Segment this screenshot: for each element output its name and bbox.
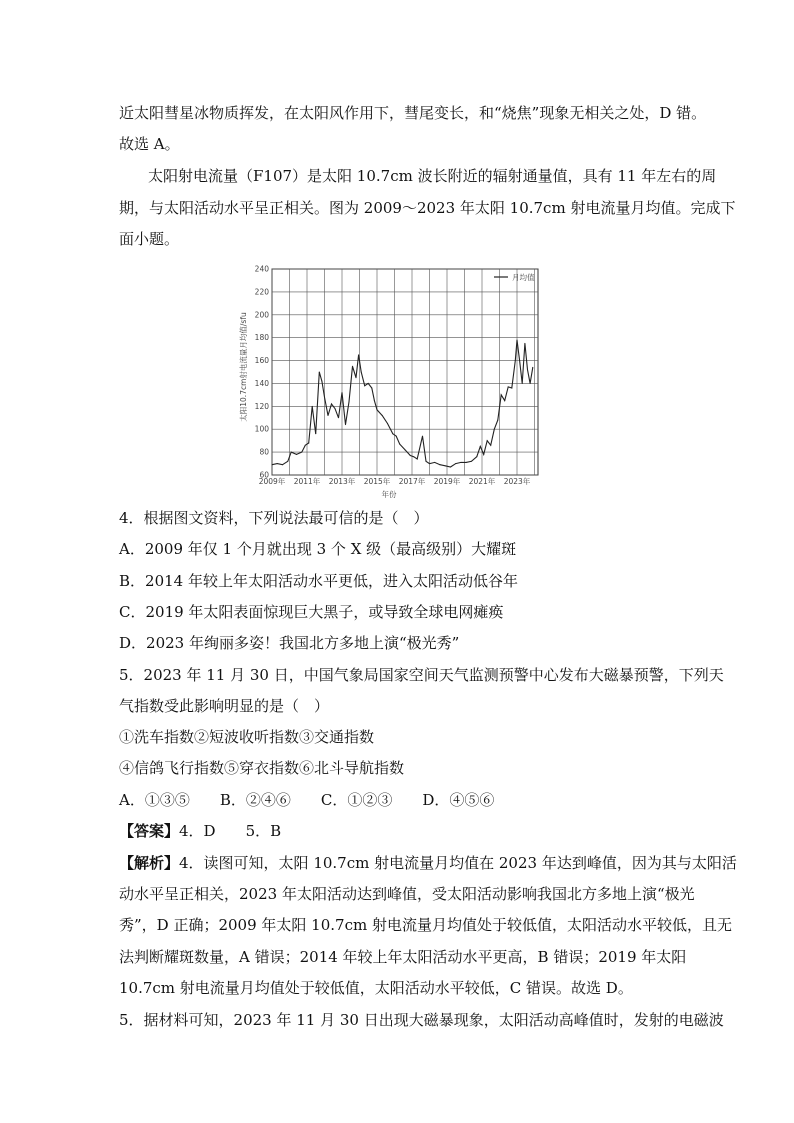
answer-label: 【答案】 xyxy=(119,822,180,840)
data-point xyxy=(508,386,509,387)
y-tick-label: 60 xyxy=(259,470,269,480)
data-point xyxy=(483,454,484,455)
y-tick-label: 140 xyxy=(254,378,269,388)
data-point xyxy=(461,462,462,463)
x-tick-label: 2017年 xyxy=(398,477,426,486)
f107-line-chart xyxy=(236,259,556,499)
x-tick-label: 2011年 xyxy=(293,477,321,486)
data-point xyxy=(392,433,393,434)
plot-frame xyxy=(272,269,538,475)
data-point xyxy=(291,452,292,453)
question-4-stem: 4．根据图文资料，下列说法最可信的是（ ） xyxy=(119,509,429,527)
data-point xyxy=(410,455,411,456)
data-point xyxy=(487,440,488,441)
data-point xyxy=(296,454,297,455)
y-axis-label: 太阳10.7cm射电流量月均值/sfu xyxy=(239,312,248,422)
question-5-options: A．①③⑤ B．②④⑥ C．①②③ D．④⑤⑥ xyxy=(119,791,495,809)
data-point xyxy=(358,354,359,355)
data-point xyxy=(476,456,477,457)
data-point xyxy=(494,429,495,430)
data-point xyxy=(287,461,288,462)
question-4-option-b: B．2014 年较上年太阳活动水平更低，进入太阳活动低谷年 xyxy=(119,572,518,590)
analysis-line-5: 10.7cm 射电流量月均值处于较低值，太阳活动水平较低，C 错误。故选 D。 xyxy=(119,979,633,997)
data-point xyxy=(371,388,372,389)
series-points xyxy=(272,339,534,467)
analysis-line-3: 秀”，D 正确；2009 年太阳 10.7cm 射电流量月均值处于较低值，太阳活动水平较低，且无 xyxy=(119,916,732,934)
y-tick-label: 160 xyxy=(254,356,269,366)
data-point xyxy=(352,366,353,367)
data-point xyxy=(335,408,336,409)
series-line-monthly-mean xyxy=(272,340,533,467)
paragraph-3: 太阳射电流量（F107）是太阳 10.7cm 波长附近的辐射通量值，具有 11 年左右的周 xyxy=(148,167,717,185)
data-point xyxy=(426,461,427,462)
data-point xyxy=(364,385,365,386)
data-point xyxy=(497,420,498,421)
paragraph-2: 故选 A。 xyxy=(119,135,180,153)
data-point xyxy=(440,464,441,465)
data-point xyxy=(324,397,325,398)
x-tick-labels xyxy=(259,476,531,486)
chart-grid xyxy=(272,269,538,475)
question-4-option-d: D．2023 年绚丽多姿！我国北方多地上演“极光秀” xyxy=(119,634,460,652)
answer-line xyxy=(119,821,281,841)
data-point xyxy=(315,433,316,434)
data-point xyxy=(519,360,520,361)
data-point xyxy=(450,466,451,467)
analysis-line-4: 法判断耀斑数量，A 错误；2014 年较上年太阳活动水平更高，B 错误；2019 年太阳 xyxy=(119,948,687,966)
x-tick-label: 2009年 xyxy=(258,477,286,486)
x-tick-label: 2023年 xyxy=(503,477,531,486)
data-point xyxy=(377,409,378,410)
data-point xyxy=(374,400,375,401)
data-point xyxy=(532,367,533,368)
y-tick-label: 80 xyxy=(259,447,269,457)
question-4-option-a: A．2009 年仅 1 个月就出现 3 个 X 级（最高级别）大耀斑 xyxy=(119,540,517,558)
x-tick-label: 2013年 xyxy=(328,477,356,486)
data-point xyxy=(282,464,283,465)
data-point xyxy=(277,463,278,464)
data-point xyxy=(517,339,518,340)
analysis-line-2: 动水平呈正相关，2023 年太阳活动达到峰值，受太阳活动影响我国北方多地上演“极光 xyxy=(119,885,695,903)
data-point xyxy=(361,372,362,373)
data-point xyxy=(345,424,346,425)
data-point xyxy=(349,401,350,402)
analysis-line-6: 5．据材料可知，2023 年 11 月 30 日出现大磁暴现象，太阳活动高峰值时，发射的电磁波 xyxy=(119,1011,724,1029)
analysis-text-1: 4．读图可知，太阳 10.7cm 射电流量月均值在 2023 年达到峰值，因为其与太阳活 xyxy=(179,854,737,872)
data-point xyxy=(527,369,528,370)
data-point xyxy=(342,392,343,393)
y-tick-label: 200 xyxy=(254,310,269,320)
data-point xyxy=(331,404,332,405)
analysis-label: 【解析】 xyxy=(119,854,180,872)
x-axis-label: 年份 xyxy=(381,490,397,499)
y-tick-labels xyxy=(255,265,270,480)
data-point xyxy=(530,383,531,384)
data-point xyxy=(312,406,313,407)
analysis-line-1 xyxy=(119,853,737,873)
data-point xyxy=(524,343,525,344)
data-point xyxy=(338,417,339,418)
y-tick-label: 120 xyxy=(254,401,269,411)
question-5-stem-line-1: 5．2023 年 11 月 30 日，中国气象局国家空间天气监测预警中心发布大磁暴预警，下列天 xyxy=(119,666,724,684)
data-point xyxy=(399,444,400,445)
data-point xyxy=(413,456,414,457)
data-point xyxy=(301,452,302,453)
legend-label: 月均值 xyxy=(512,273,535,282)
data-point xyxy=(445,465,446,466)
data-point xyxy=(387,423,388,424)
x-tick-label: 2015年 xyxy=(363,477,391,486)
data-point xyxy=(515,360,516,361)
data-point xyxy=(490,445,491,446)
data-point xyxy=(405,449,406,450)
question-4-option-c: C．2019 年太阳表面惊现巨大黑子，或导致全球电网瘫痪 xyxy=(119,603,504,621)
data-point xyxy=(319,372,320,373)
data-point xyxy=(328,415,329,416)
data-point xyxy=(501,394,502,395)
paragraph-4: 期，与太阳活动水平呈正相关。图为 2009～2023 年太阳 10.7cm 射电流量月均值。完成下 xyxy=(119,199,736,217)
paragraph-5: 面小题。 xyxy=(119,230,180,248)
question-5-items-1: ①洗车指数②短波收听指数③交通指数 xyxy=(119,728,375,746)
x-tick-label: 2019年 xyxy=(433,477,461,486)
data-point xyxy=(356,377,357,378)
data-point xyxy=(511,388,512,389)
data-point xyxy=(368,383,369,384)
data-point xyxy=(504,400,505,401)
y-tick-label: 100 xyxy=(254,424,269,434)
x-tick-label: 2021年 xyxy=(468,477,496,486)
answer-text: 4．D 5．B xyxy=(179,822,282,840)
y-tick-label: 240 xyxy=(254,264,269,274)
data-point xyxy=(417,458,418,459)
data-point xyxy=(396,436,397,437)
question-5-stem-line-2: 气指数受此影响明显的是（ ） xyxy=(119,697,330,715)
data-point xyxy=(308,442,309,443)
data-point xyxy=(455,463,456,464)
legend xyxy=(494,272,535,282)
data-point xyxy=(321,381,322,382)
question-5-items-2: ④信鸽飞行指数⑤穿衣指数⑥北斗导航指数 xyxy=(119,759,405,777)
data-point xyxy=(429,463,430,464)
data-point xyxy=(305,445,306,446)
paragraph-1: 近太阳彗星冰物质挥发，在太阳风作用下，彗尾变长，和“烧焦”现象无相关之处，D 错。 xyxy=(119,104,707,122)
y-tick-label: 220 xyxy=(254,287,269,297)
data-point xyxy=(434,462,435,463)
data-point xyxy=(471,461,472,462)
data-point xyxy=(272,464,273,465)
data-point xyxy=(466,462,467,463)
y-tick-label: 180 xyxy=(254,333,269,343)
data-point xyxy=(522,383,523,384)
data-point xyxy=(382,415,383,416)
data-point xyxy=(422,436,423,437)
data-point xyxy=(480,446,481,447)
